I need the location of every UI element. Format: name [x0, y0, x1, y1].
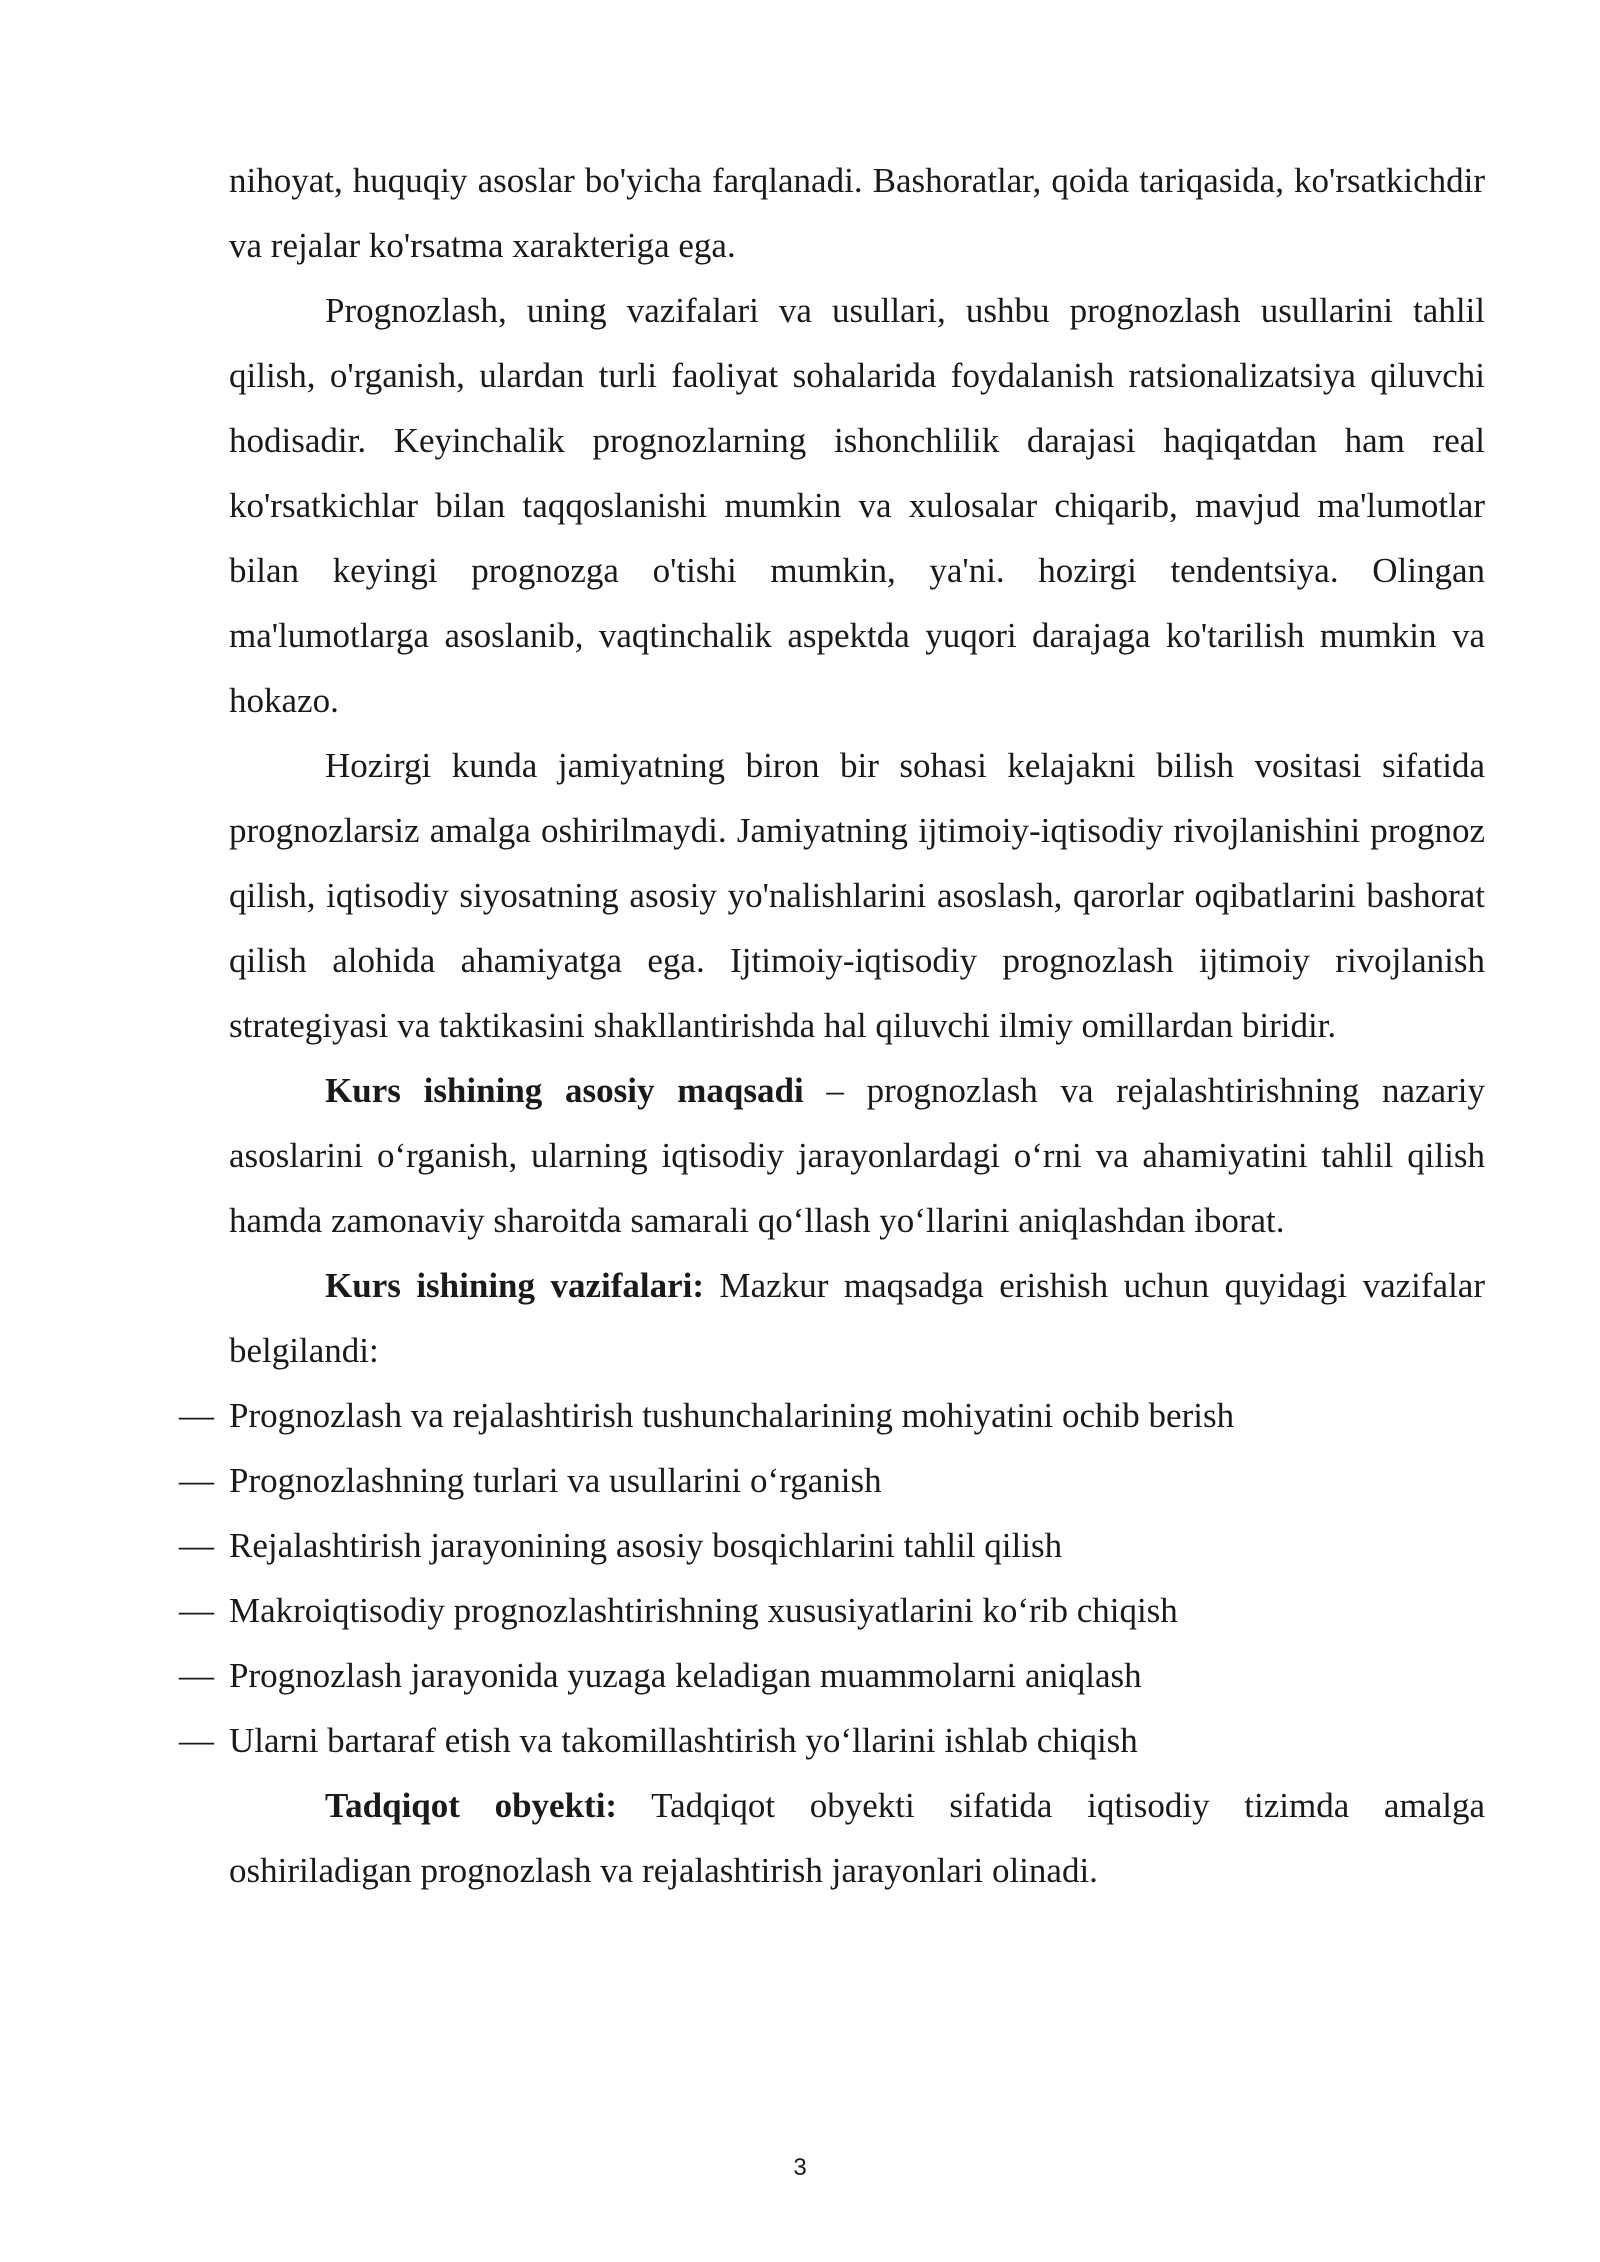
paragraph-object — [229, 1773, 1485, 1903]
list-item — [179, 1643, 1485, 1708]
goal-label: Kurs ishining asosiy maqsadi — [325, 1071, 804, 1110]
list-item-text: Prognozlash jarayonida yuzaga keladigan muammolarni aniqlash — [229, 1656, 1142, 1695]
dash-bullet: — — [179, 1656, 214, 1695]
list-item-text: Ularni bartaraf etish va takomillashtirish yo‘llarini ishlab chiqish — [229, 1721, 1138, 1760]
list-item-text: Prognozlashning turlari va usullarini o‘rganish — [229, 1461, 882, 1500]
tasks-label: Kurs ishining vazifalari: — [325, 1266, 705, 1305]
document-page — [179, 148, 1485, 1903]
paragraph-goal — [229, 1058, 1485, 1253]
paragraph-hozirgi-kunda: Hozirgi kunda jamiyatning biron bir sohasi kelajakni bilish vositasi sifatida prognozlarsiz amalga oshirilmaydi. Jamiyatning ijtimoiy-iqtisodiy rivojlanishini prognoz qilish, iqtisodiy siyosatning asosiy yo'nalishlarini asoslash, qarorlar oqibatlarini bashorat qilish alohida ahamiyatga ega. Ijtimoiy-iqtisodiy prognozlash ijtimoiy rivojlanish strategiyasi va taktikasini shakllantirishda hal qiluvchi ilmiy omillardan biridir. — [229, 746, 1485, 1045]
dash-bullet: — — [179, 1461, 214, 1500]
list-item-text: Prognozlash va rejalashtirish tushunchalarining mohiyatini ochib berish — [229, 1396, 1235, 1435]
list-item — [179, 1513, 1485, 1578]
list-item-text: Makroiqtisodiy prognozlashtirishning xususiyatlarini ko‘rib chiqish — [229, 1591, 1178, 1630]
list-item — [179, 1578, 1485, 1643]
list-item — [179, 1383, 1485, 1448]
list-item — [179, 1448, 1485, 1513]
paragraph-continuation: nihoyat, huquqiy asoslar bo'yicha farqlanadi. Bashoratlar, qoida tariqasida, ko'rsatkichdir va rejalar ko'rsatma xarakteriga ega. — [229, 161, 1485, 265]
tasks-list — [179, 1383, 1485, 1773]
page-number: 3 — [793, 2154, 807, 2181]
goal-text: – prognozlash va rejalashtirishning nazariy asoslarini o‘rganish, ularning iqtisodiy jarayonlardagi o‘rni va ahamiyatini tahlil qilish hamda zamonaviy sharoitda samarali qo‘llash yo‘llarini aniqlashdan iborat. — [229, 1071, 1485, 1240]
list-item-text: Rejalashtirish jarayonining asosiy bosqichlarini tahlil qilish — [229, 1526, 1063, 1565]
list-item — [179, 1708, 1485, 1773]
dash-bullet: — — [179, 1396, 214, 1435]
paragraph-tasks — [229, 1253, 1485, 1383]
object-text: Tadqiqot obyekti sifatida iqtisodiy tizimda amalga oshiriladigan prognozlash va rejalashtirish jarayonlari olinadi. — [229, 1786, 1485, 1890]
dash-bullet: — — [179, 1721, 214, 1760]
paragraph-prognozlash: Prognozlash, uning vazifalari va usullari, ushbu prognozlash usullarini tahlil qilish, o'rganish, ulardan turli faoliyat sohalarida foydalanish ratsionalizatsiya qiluvchi hodisadir. Keyinchalik prognozlarning ishonchlilik darajasi haqiqatdan ham real ko'rsatkichlar bilan taqqoslanishi mumkin va xulosalar chiqarib, mavjud ma'lumotlar bilan keyingi prognozga o'tishi mumkin, ya'ni. hozirgi tendentsiya. Olingan ma'lumotlarga asoslanib, vaqtinchalik aspektda yuqori darajaga ko'tarilish mumkin va hokazo. — [229, 291, 1485, 720]
object-label: Tadqiqot obyekti: — [325, 1786, 618, 1825]
tasks-text: Mazkur maqsadga erishish uchun quyidagi vazifalar belgilandi: — [229, 1266, 1485, 1370]
dash-bullet: — — [179, 1591, 214, 1630]
dash-bullet: — — [179, 1526, 214, 1565]
